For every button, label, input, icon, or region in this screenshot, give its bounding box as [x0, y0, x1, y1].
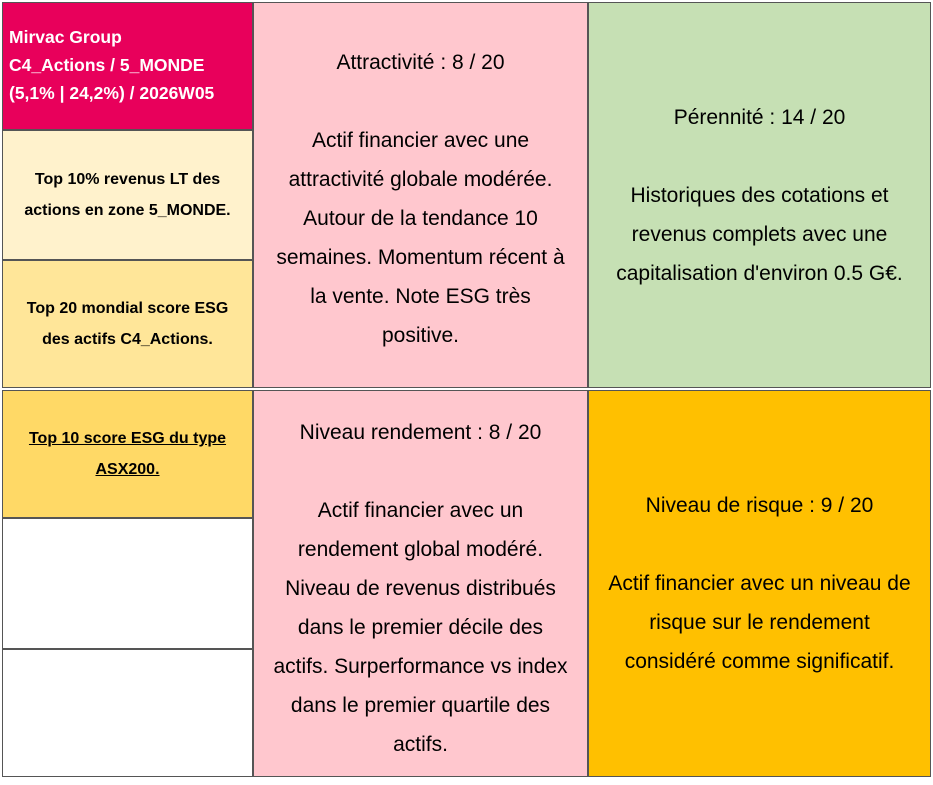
tag-revenus-lt	[2, 130, 253, 260]
tag-score-esg-mondial	[2, 260, 253, 388]
risque-title: Niveau de risque : 9 / 20	[645, 494, 874, 517]
text-line: semaines. Momentum récent à	[276, 246, 565, 269]
text-line: Actif financier avec un niveau de	[608, 572, 911, 595]
asset-stats-week: (5,1% | 24,2%) / 2026W05	[9, 83, 215, 103]
text-line: Actif financier avec un	[317, 499, 524, 522]
text-line: Historiques des cotations et	[630, 183, 889, 207]
text-line: capitalisation d'environ 0.5 G€.	[616, 261, 903, 285]
text-line: dans le premier décile des	[297, 616, 544, 639]
rendement-cell	[253, 390, 588, 777]
text-line: la vente. Note ESG très	[310, 285, 531, 308]
text-line: positive.	[381, 324, 460, 347]
rendement-title: Niveau rendement : 8 / 20	[299, 421, 542, 444]
attractivite-title: Attractivité : 8 / 20	[336, 51, 505, 74]
text-line: dans le premier quartile des	[290, 694, 551, 717]
tag-line: Top 20 mondial score ESG	[26, 300, 229, 317]
text-line: actifs.	[393, 733, 448, 756]
text-line: considéré comme significatif.	[624, 650, 895, 673]
text-line: Actif financier avec une	[311, 129, 530, 152]
text-line: actifs. Surperformance vs index	[273, 655, 568, 678]
perennite-title: Pérennité : 14 / 20	[673, 105, 846, 129]
attractivite-cell	[253, 2, 588, 388]
tag-line: actions en zone 5_MONDE.	[24, 202, 231, 219]
asset-name: Mirvac Group	[9, 27, 122, 47]
risque-cell	[588, 390, 931, 777]
tag-line: Top 10% revenus LT des	[34, 171, 221, 188]
asset-category: C4_Actions / 5_MONDE	[9, 55, 205, 75]
text-line: risque sur le rendement	[649, 611, 870, 634]
text-line: attractivité globale modérée.	[288, 168, 553, 191]
tag-link-line[interactable]: Top 10 score ESG du type	[28, 430, 227, 447]
text-line: revenus complets avec une	[631, 222, 888, 246]
asset-header-cell	[2, 2, 253, 130]
perennite-cell	[588, 2, 931, 388]
empty-cell	[2, 518, 253, 649]
text-line: Autour de la tendance 10	[303, 207, 538, 230]
tag-line: des actifs C4_Actions.	[42, 331, 213, 348]
text-line: Niveau de revenus distribués	[285, 577, 556, 600]
tag-link-line[interactable]: ASX200.	[95, 461, 160, 478]
text-line: rendement global modéré.	[297, 538, 544, 561]
tag-score-esg-asx200[interactable]	[2, 390, 253, 518]
empty-cell	[2, 649, 253, 777]
